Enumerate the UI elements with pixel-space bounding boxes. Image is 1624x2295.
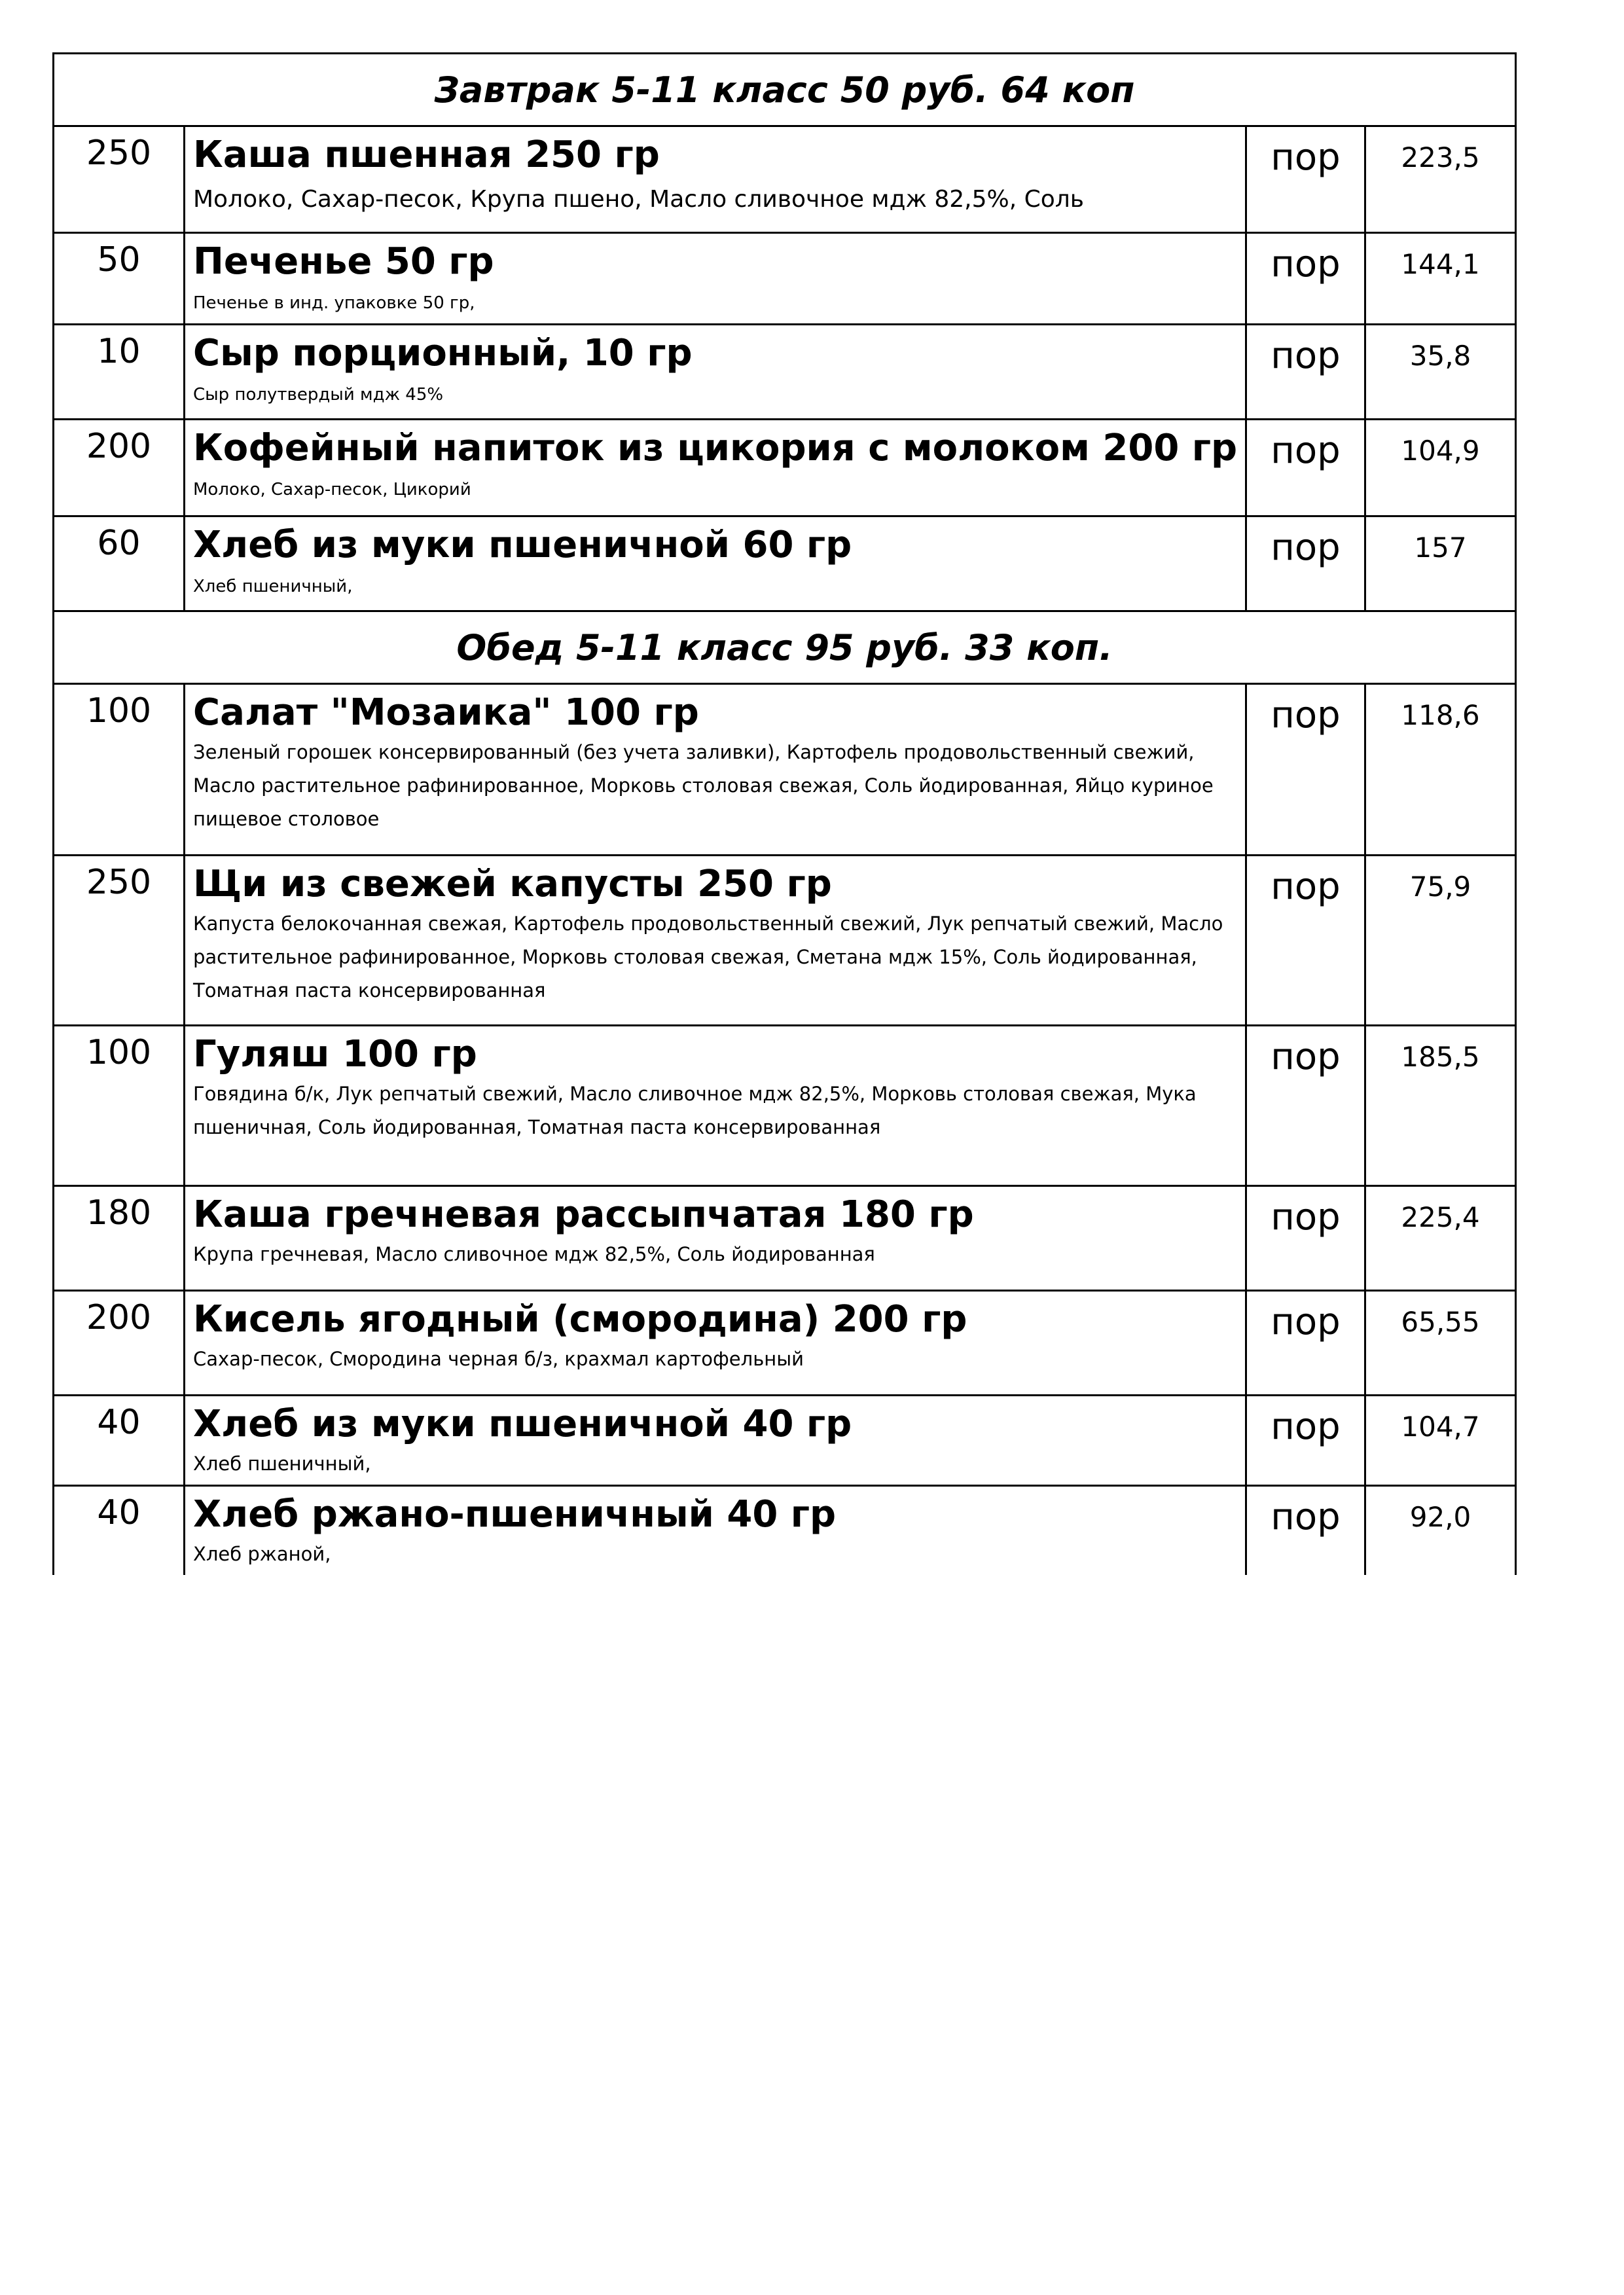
menu-row [54, 1291, 1516, 1396]
price: 185,5 [1365, 1026, 1516, 1186]
portion-weight: 60 [54, 516, 185, 611]
menu-row [54, 325, 1516, 420]
dish-ingredients: Сыр полутвердый мдж 45% [193, 385, 444, 405]
lunch-header-row [54, 611, 1516, 684]
dish-cell [185, 1485, 1246, 1574]
portion-weight: 40 [54, 1396, 185, 1486]
dish-cell [185, 516, 1246, 611]
unit: пор [1246, 516, 1365, 611]
dish-name: Салат "Мозаика" 100 гр [193, 691, 699, 734]
breakfast-title: Завтрак 5-11 класс 50 руб. 64 коп [54, 54, 1516, 126]
dish-cell [185, 1026, 1246, 1186]
dish-ingredients: Хлеб ржаной, [193, 1542, 331, 1565]
dish-cell [185, 1396, 1246, 1486]
unit: пор [1246, 1485, 1365, 1574]
unit: пор [1246, 1186, 1365, 1291]
dish-ingredients: Говядина б/к, Лук репчатый свежий, Масло сливочное мдж 82,5%, Морковь столовая свежая, Мука пшеничная, Соль йодированная, Томатная паста консервированная [193, 1083, 1197, 1138]
dish-cell [185, 1186, 1246, 1291]
dish-name: Хлеб из муки пшеничной 60 гр [193, 524, 852, 566]
unit: пор [1246, 1026, 1365, 1186]
portion-weight: 250 [54, 126, 185, 233]
menu-row [54, 126, 1516, 233]
dish-name: Кисель ягодный (смородина) 200 гр [193, 1298, 967, 1341]
dish-cell [185, 1291, 1246, 1396]
menu-row [54, 1485, 1516, 1574]
dish-name: Кофейный напиток из цикория с молоком 200 гр [193, 427, 1238, 469]
price: 118,6 [1365, 684, 1516, 856]
dish-cell [185, 684, 1246, 856]
price: 92,0 [1365, 1485, 1516, 1574]
portion-weight: 200 [54, 420, 185, 516]
price: 225,4 [1365, 1186, 1516, 1291]
portion-weight: 180 [54, 1186, 185, 1291]
price: 157 [1365, 516, 1516, 611]
price: 35,8 [1365, 325, 1516, 420]
dish-cell [185, 233, 1246, 325]
dish-name: Хлеб ржано-пшеничный 40 гр [193, 1492, 837, 1536]
breakfast-header-row [54, 54, 1516, 126]
dish-name: Печенье 50 гр [193, 240, 494, 283]
unit: пор [1246, 126, 1365, 233]
dish-ingredients: Молоко, Сахар-песок, Цикорий [193, 480, 471, 499]
dish-ingredients: Крупа гречневая, Масло сливочное мдж 82,5%, Соль йодированная [193, 1243, 875, 1265]
price: 144,1 [1365, 233, 1516, 325]
dish-cell [185, 325, 1246, 420]
price: 104,7 [1365, 1396, 1516, 1486]
price: 223,5 [1365, 126, 1516, 233]
price: 104,9 [1365, 420, 1516, 516]
dish-ingredients: Печенье в инд. упаковке 50 гр, [193, 293, 475, 313]
price: 75,9 [1365, 856, 1516, 1026]
unit: пор [1246, 1396, 1365, 1486]
menu-row [54, 233, 1516, 325]
portion-weight: 10 [54, 325, 185, 420]
unit: пор [1246, 684, 1365, 856]
dish-ingredients: Зеленый горошек консервированный (без учета заливки), Картофель продовольственный свежий, Масло растительное рафинированное, Морковь столовая свежая, Соль йодированная, Яйцо куриное пищевое столовое [193, 741, 1214, 830]
menu-row [54, 1186, 1516, 1291]
dish-name: Гуляш 100 гр [193, 1033, 477, 1075]
lunch-title: Обед 5-11 класс 95 руб. 33 коп. [54, 611, 1516, 684]
menu-row [54, 856, 1516, 1026]
menu-row [54, 420, 1516, 516]
menu-row [54, 1396, 1516, 1486]
dish-cell [185, 420, 1246, 516]
dish-name: Каша пшенная 250 гр [193, 134, 660, 176]
dish-ingredients: Капуста белокочанная свежая, Картофель продовольственный свежий, Лук репчатый свежий, Масло растительное рафинированное, Морковь столовая свежая, Сметана мдж 15%, Соль йодированная, Томатная паста консервированная [193, 913, 1223, 1002]
portion-weight: 40 [54, 1485, 185, 1574]
price: 65,55 [1365, 1291, 1516, 1396]
unit: пор [1246, 856, 1365, 1026]
portion-weight: 100 [54, 1026, 185, 1186]
menu-table [52, 52, 1517, 1575]
dish-ingredients: Молоко, Сахар-песок, Крупа пшено, Масло сливочное мдж 82,5%, Соль [193, 186, 1084, 213]
dish-cell [185, 856, 1246, 1026]
dish-name: Каша гречневая рассыпчатая 180 гр [193, 1193, 974, 1236]
unit: пор [1246, 420, 1365, 516]
menu-row [54, 684, 1516, 856]
portion-weight: 200 [54, 1291, 185, 1396]
dish-ingredients: Сахар-песок, Смородина черная б/з, крахмал картофельный [193, 1348, 804, 1370]
portion-weight: 250 [54, 856, 185, 1026]
portion-weight: 50 [54, 233, 185, 325]
unit: пор [1246, 325, 1365, 420]
dish-ingredients: Хлеб пшеничный, [193, 577, 353, 596]
dish-name: Хлеб из муки пшеничной 40 гр [193, 1403, 852, 1445]
dish-name: Сыр порционный, 10 гр [193, 332, 693, 374]
dish-cell [185, 126, 1246, 233]
menu-row [54, 1026, 1516, 1186]
dish-name: Щи из свежей капусты 250 гр [193, 863, 832, 905]
dish-ingredients: Хлеб пшеничный, [193, 1453, 371, 1475]
portion-weight: 100 [54, 684, 185, 856]
menu-row [54, 516, 1516, 611]
unit: пор [1246, 1291, 1365, 1396]
unit: пор [1246, 233, 1365, 325]
